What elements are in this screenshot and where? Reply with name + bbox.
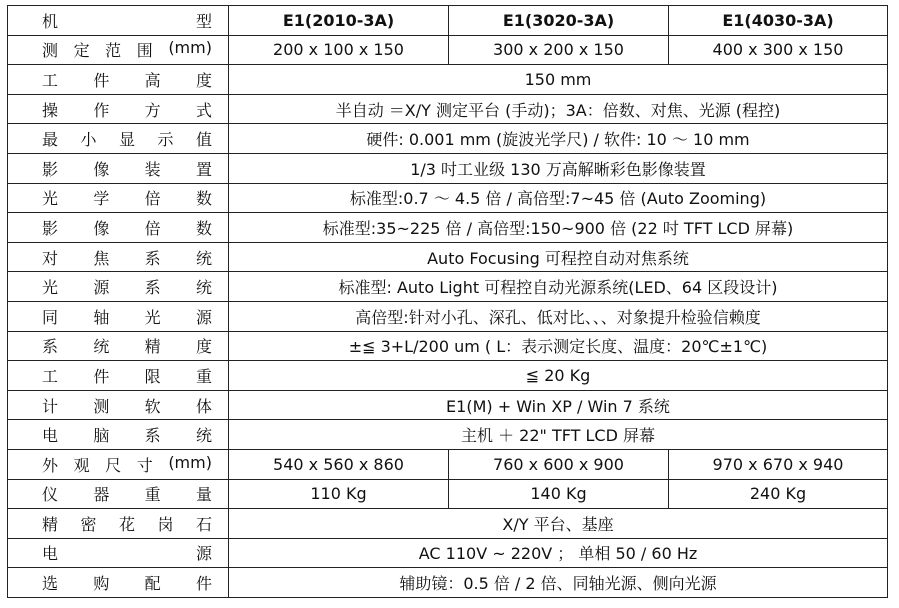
row-value: 240 Kg <box>669 479 888 509</box>
row-label <box>8 153 229 183</box>
label-char: 倍 <box>144 189 161 209</box>
label-char: 式 <box>195 100 212 120</box>
row-label <box>8 272 229 302</box>
label-char: 光 <box>42 278 59 298</box>
label-char: 同 <box>42 307 59 327</box>
label-char: 重 <box>195 366 212 386</box>
row-value: 540 x 560 x 860 <box>229 449 449 479</box>
row-value: E1(M) + Win XP / Win 7 系统 <box>229 390 888 420</box>
label-char: 岗 <box>157 514 174 534</box>
label-char: 示 <box>157 130 174 150</box>
label-char: 焦 <box>93 248 110 268</box>
row-label-text <box>12 453 224 476</box>
row-label-text <box>12 394 224 417</box>
row-label-text <box>12 275 224 298</box>
row-label <box>8 449 229 479</box>
label-char: 型 <box>195 11 212 31</box>
label-char: 像 <box>93 218 110 238</box>
label-char: 系 <box>144 248 161 268</box>
row-label-text <box>12 127 224 150</box>
row-value: 300 x 200 x 150 <box>449 35 669 65</box>
row-label-text <box>12 334 224 357</box>
label-char: 石 <box>195 514 212 534</box>
label-char: 观 <box>73 455 90 475</box>
row-label <box>8 183 229 213</box>
label-char: 影 <box>42 218 59 238</box>
label-unit: (mm) <box>168 452 212 472</box>
row-value: 970 x 670 x 940 <box>669 449 888 479</box>
table-row <box>8 568 888 598</box>
row-label-text <box>12 38 224 61</box>
row-value: 硬件: 0.001 mm (旋波光学尺) / 软件: 10 ～ 10 mm <box>229 124 888 154</box>
label-char: 统 <box>195 248 212 268</box>
row-label <box>8 568 229 598</box>
table-row <box>8 213 888 243</box>
row-value: 高倍型:针对小孔、深孔、低对比、、、对象提升检验信赖度 <box>229 301 888 331</box>
table-row <box>8 331 888 361</box>
label-char: 对 <box>42 248 59 268</box>
label-char: 机 <box>42 11 59 31</box>
label-char: 倍 <box>144 218 161 238</box>
model-header: E1(4030-3A) <box>669 6 888 36</box>
label-unit: (mm) <box>168 38 212 58</box>
label-char: 光 <box>42 189 59 209</box>
row-label-text <box>12 216 224 239</box>
row-label-text <box>12 246 224 269</box>
spec-table-body <box>8 6 888 598</box>
row-value: 150 mm <box>229 65 888 95</box>
label-char: 度 <box>195 70 212 90</box>
table-row <box>8 94 888 124</box>
row-value: 标准型: Auto Light 可程控自动光源系统(LED、64 区段设计) <box>229 272 888 302</box>
label-char: 操 <box>42 100 59 120</box>
label-char: 统 <box>195 426 212 446</box>
row-label-text <box>12 68 224 91</box>
label-char: 购 <box>93 574 110 594</box>
label-char: 数 <box>195 189 212 209</box>
table-row <box>8 35 888 65</box>
label-char: 影 <box>42 159 59 179</box>
label-char: 高 <box>144 70 161 90</box>
label-char: 系 <box>42 337 59 357</box>
table-row <box>8 124 888 154</box>
row-label <box>8 538 229 568</box>
table-row <box>8 449 888 479</box>
row-label <box>8 301 229 331</box>
label-char: 精 <box>42 514 59 534</box>
table-header-row <box>8 6 888 36</box>
row-value: 140 Kg <box>449 479 669 509</box>
label-char: 源 <box>195 307 212 327</box>
row-label <box>8 361 229 391</box>
row-label <box>8 390 229 420</box>
table-row <box>8 420 888 450</box>
label-char: 件 <box>93 70 110 90</box>
row-label-text <box>12 541 224 564</box>
row-value: 110 Kg <box>229 479 449 509</box>
label-char: 围 <box>136 41 153 61</box>
label-char: 软 <box>144 396 161 416</box>
label-char: 度 <box>195 337 212 357</box>
label-char: 源 <box>195 544 212 564</box>
row-value: 半自动 ＝X/Y 测定平台 (手动)；3A：倍数、对焦、光源 (程控) <box>229 94 888 124</box>
label-char: 光 <box>144 307 161 327</box>
table-row <box>8 301 888 331</box>
label-char: 系 <box>144 278 161 298</box>
model-header: E1(2010-3A) <box>229 6 449 36</box>
table-row <box>8 183 888 213</box>
table-row <box>8 538 888 568</box>
label-char: 统 <box>195 278 212 298</box>
label-char: 体 <box>195 396 212 416</box>
label-char: 数 <box>195 218 212 238</box>
row-label <box>8 213 229 243</box>
label-char: 工 <box>42 366 59 386</box>
label-char: 重 <box>144 485 161 505</box>
label-char: 范 <box>105 41 122 61</box>
label-char: 配 <box>144 574 161 594</box>
label-char: 量 <box>195 485 212 505</box>
label-char: 测 <box>93 396 110 416</box>
table-row <box>8 242 888 272</box>
row-label-text <box>12 512 224 535</box>
model-header: E1(3020-3A) <box>449 6 669 36</box>
row-label-text <box>12 482 224 505</box>
row-label-text <box>12 305 224 328</box>
row-label-text <box>12 571 224 594</box>
row-value: 辅助镜：0.5 倍 / 2 倍、同轴光源、侧向光源 <box>229 568 888 598</box>
row-label-text <box>12 157 224 180</box>
label-char: 系 <box>144 426 161 446</box>
label-char: 像 <box>93 159 110 179</box>
row-value: 标准型:35~225 倍 / 高倍型:150~900 倍 (22 吋 TFT LCD 屏幕) <box>229 213 888 243</box>
row-value: AC 110V ~ 220V ； 单相 50 / 60 Hz <box>229 538 888 568</box>
row-label <box>8 65 229 95</box>
label-char: 脑 <box>93 426 110 446</box>
table-row <box>8 390 888 420</box>
row-value: 200 x 100 x 150 <box>229 35 449 65</box>
table-row <box>8 272 888 302</box>
row-label <box>8 331 229 361</box>
label-char: 轴 <box>93 307 110 327</box>
row-label-text <box>12 186 224 209</box>
row-label <box>8 94 229 124</box>
row-value: ≦ 20 Kg <box>229 361 888 391</box>
table-row <box>8 509 888 539</box>
table-row <box>8 153 888 183</box>
row-value: 400 x 300 x 150 <box>669 35 888 65</box>
label-char: 方 <box>144 100 161 120</box>
label-char: 统 <box>93 337 110 357</box>
row-label <box>8 509 229 539</box>
label-char: 电 <box>42 544 59 564</box>
label-char: 寸 <box>136 455 153 475</box>
label-char: 选 <box>42 574 59 594</box>
row-label-text <box>12 364 224 387</box>
label-char: 器 <box>93 485 110 505</box>
label-char: 最 <box>42 130 59 150</box>
label-char: 密 <box>80 514 97 534</box>
row-label-text <box>12 98 224 121</box>
label-char: 尺 <box>105 455 122 475</box>
row-value: 主机 ＋ 22" TFT LCD 屏幕 <box>229 420 888 450</box>
label-char: 小 <box>80 130 97 150</box>
label-char: 作 <box>93 100 110 120</box>
table-row <box>8 361 888 391</box>
label-char: 件 <box>93 366 110 386</box>
label-char: 测 <box>42 41 59 61</box>
row-value: Auto Focusing 可程控自动对焦系统 <box>229 242 888 272</box>
label-char: 仪 <box>42 485 59 505</box>
label-char: 显 <box>118 130 135 150</box>
row-label <box>8 35 229 65</box>
label-char: 精 <box>144 337 161 357</box>
label-char: 工 <box>42 70 59 90</box>
row-value: 1/3 吋工业级 130 万高解晰彩色影像装置 <box>229 153 888 183</box>
label-char: 计 <box>42 396 59 416</box>
row-label <box>8 242 229 272</box>
row-label <box>8 420 229 450</box>
spec-table <box>7 5 888 598</box>
label-char: 花 <box>118 514 135 534</box>
row-label-text <box>12 423 224 446</box>
row-label <box>8 124 229 154</box>
label-char: 定 <box>73 41 90 61</box>
header-label <box>12 9 224 32</box>
label-char: 件 <box>195 574 212 594</box>
label-char: 值 <box>195 130 212 150</box>
row-value: 760 x 600 x 900 <box>449 449 669 479</box>
label-char: 学 <box>93 189 110 209</box>
label-char: 装 <box>144 159 161 179</box>
table-row <box>8 479 888 509</box>
row-value: X/Y 平台、基座 <box>229 509 888 539</box>
label-char: 置 <box>195 159 212 179</box>
row-value: ±≦ 3+L/200 um ( L：表示测定长度、温度：20℃±1℃) <box>229 331 888 361</box>
label-char: 电 <box>42 426 59 446</box>
label-char: 外 <box>42 455 59 475</box>
table-row <box>8 65 888 95</box>
row-value: 标准型:0.7 ～ 4.5 倍 / 高倍型:7~45 倍 (Auto Zooming) <box>229 183 888 213</box>
row-label <box>8 6 229 36</box>
row-label <box>8 479 229 509</box>
label-char: 源 <box>93 278 110 298</box>
label-char: 限 <box>144 366 161 386</box>
